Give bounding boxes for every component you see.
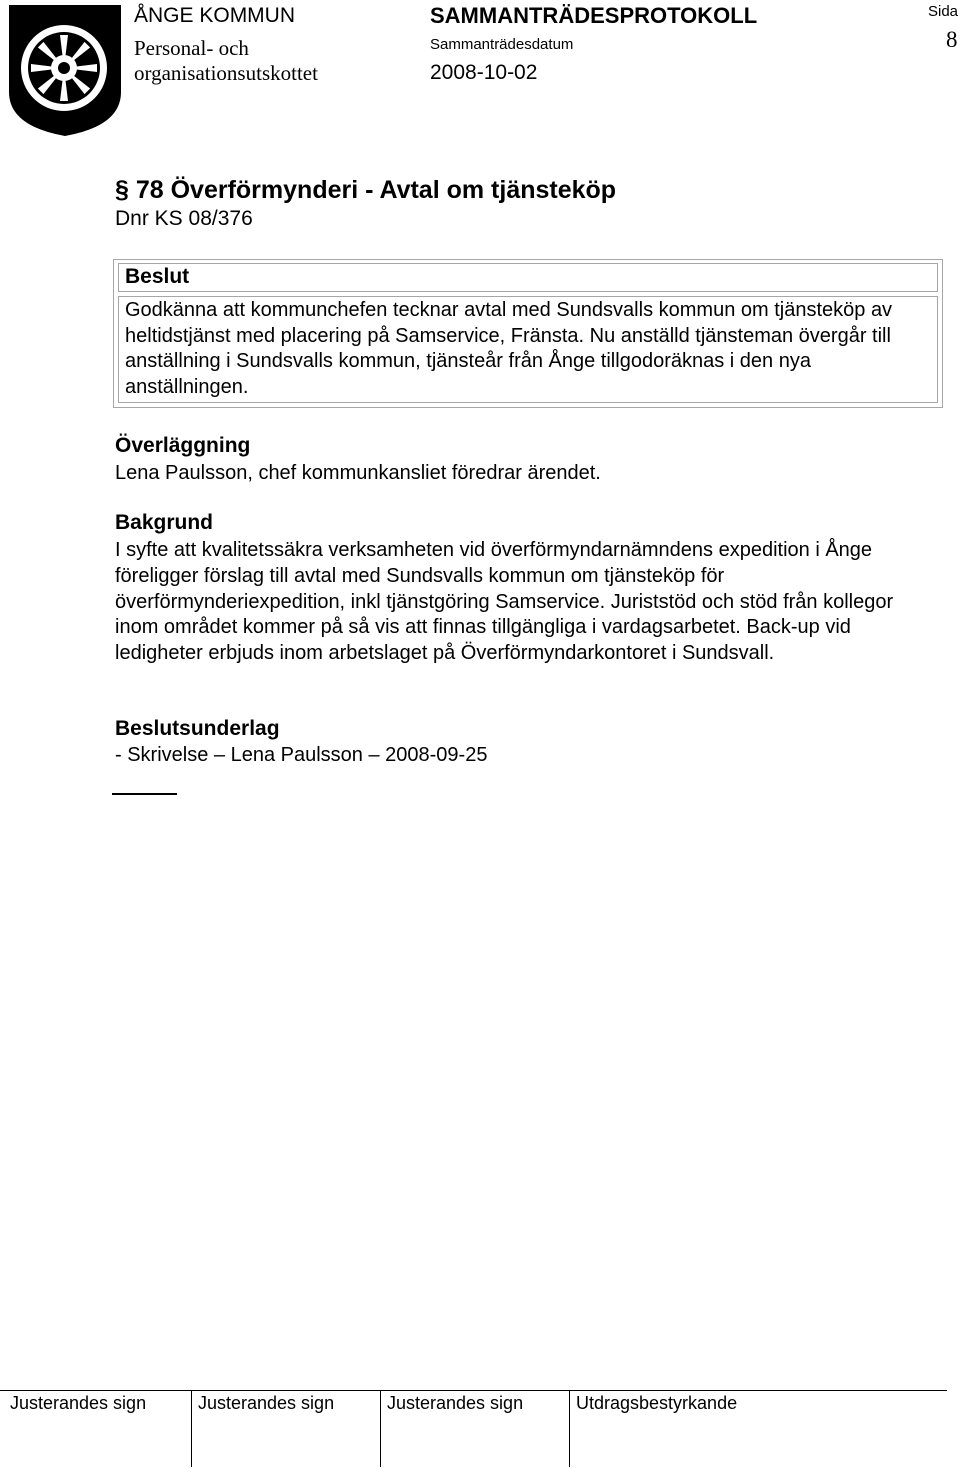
section-heading: § 78 Överförmynderi - Avtal om tjänsteköp [115, 176, 617, 204]
background-text: I syfte att kvalitetssäkra verksamheten vid överförmyndarnämndens expedition i Ånge föreligger förslag till avtal med Sundsvalls kommun om tjänsteköp för överförmynderiexpedition, inkl tjänstgöring Samservice. Juriststöd och stöd från kollegor inom området kommer på så vis att finnas tillgängliga i vardagsarbetet. Back-up vid ledigheter erbjuds inom arbetslaget på Överförmyndarkontoret i Sundsvall. [115, 539, 894, 665]
discussion-text: Lena Paulsson, chef kommunkansliet föredrar ärendet. [115, 462, 601, 484]
decision-basis-heading: Beslutsunderlag [115, 717, 280, 740]
footer-divider [569, 1391, 570, 1467]
footer-sign-cell-3: Justerandes sign [387, 1393, 524, 1413]
discussion-heading: Överläggning [115, 434, 251, 457]
footer-certification-cell: Utdragsbestyrkande [576, 1393, 738, 1413]
page-label: Sida [928, 3, 959, 20]
footer-sign-cell-1: Justerandes sign [10, 1393, 147, 1413]
decision-heading: Beslut [125, 265, 190, 288]
footer-divider [191, 1391, 192, 1467]
organization-name: ÅNGE KOMMUN [134, 4, 296, 27]
decision-text: Godkänna att kommunchefen tecknar avtal med Sundsvalls kommun om tjänsteköp av heltidstjänst med placering på Samservice, Fränsta. Nu anställd tjänsteman övergår till anställning i Sundsvalls kommun, tjänsteår från Ånge tillgodoräknas i den nya anställningen. [125, 299, 893, 398]
ange-kommun-wheel-logo-icon [6, 2, 124, 138]
document-type: SAMMANTRÄDESPROTOKOLL [430, 3, 758, 28]
committee-name-line1: Personal- och [134, 36, 249, 60]
footer-rule [0, 1390, 947, 1391]
decision-basis-text: - Skrivelse – Lena Paulsson – 2008-09-25 [115, 744, 488, 766]
meeting-date-label: Sammanträdesdatum [430, 36, 574, 53]
decision-header-cell [118, 263, 938, 292]
committee-name-line2: organisationsutskottet [134, 61, 318, 85]
decision-box [113, 259, 943, 408]
background-heading: Bakgrund [115, 511, 214, 534]
meeting-date-value: 2008-10-02 [430, 61, 538, 84]
page-number: 8 [946, 27, 958, 52]
end-divider [112, 793, 177, 795]
footer-divider [380, 1391, 381, 1467]
footer-sign-cell-2: Justerandes sign [198, 1393, 335, 1413]
diary-number: Dnr KS 08/376 [115, 207, 253, 230]
decision-body-cell [118, 296, 938, 403]
